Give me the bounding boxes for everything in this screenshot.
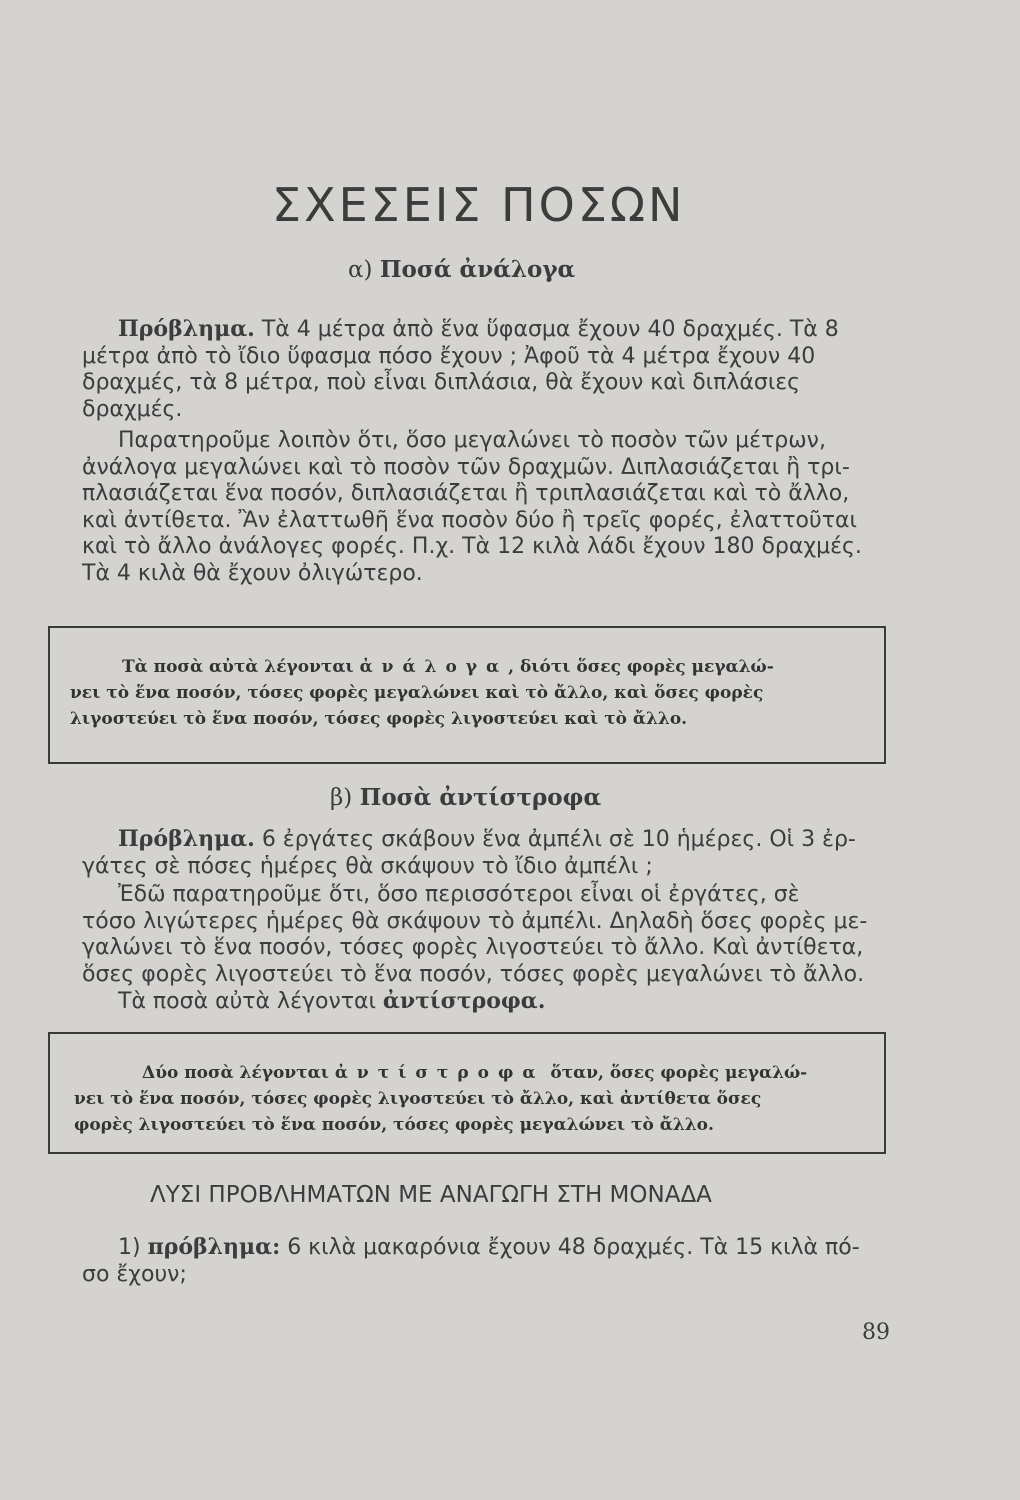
section-a-explanation-line: πλασιάζεται ἕνα ποσόν, διπλασιάζεται ἢ τριπλασιάζεται καὶ τὸ ἄλλο, xyxy=(82,481,850,506)
section-a-explanation-line: Παρατηροῦμε λοιπὸν ὅτι, ὅσο μεγαλώνει τὸ ποσὸν τῶν μέτρων, xyxy=(118,428,826,453)
box-a-text: νει τὸ ἕνα ποσόν, τόσες φορὲς μεγαλώνει καὶ τὸ ἄλλο, καὶ ὅσες φορὲς xyxy=(70,683,764,703)
section-a-explanation-line: ἀνάλογα μεγαλώνει καὶ τὸ ποσὸν τῶν δραχμῶν. Διπλασιάζεται ἢ τρι- xyxy=(82,454,850,480)
definition-box-inverse xyxy=(74,1060,864,1138)
section-b-conclusion-text: Τὰ ποσὰ αὐτὰ λέγονται xyxy=(118,989,376,1014)
definition-box-proportional xyxy=(70,654,870,732)
section-b-conclusion-term: ἀντίστροφα. xyxy=(382,988,546,1014)
section-c-problem-number: 1) xyxy=(118,1235,141,1260)
section-c-heading: ΛΥΣΙ ΠΡΟΒΛΗΜΑΤΩΝ ΜΕ ΑΝΑΓΩΓΗ ΣΤΗ ΜΟΝΑΔΑ xyxy=(150,1182,712,1208)
page-number: 89 xyxy=(862,1320,890,1345)
section-a-problem-label: Πρόβλημα. xyxy=(118,316,255,342)
section-a-problem xyxy=(82,316,888,423)
box-b-left-rule xyxy=(48,1032,50,1154)
section-c-problem-line: 6 κιλὰ μακαρόνια ἔχουν 48 δραχμές. Τὰ 15 κιλὰ πό- xyxy=(287,1235,860,1260)
section-a-explanation-line: καὶ ἀντίθετα. Ἂν ἐλαττωθῆ ἕνα ποσὸν δύο ἢ τρεῖς φορές, ἐλαττοῦται xyxy=(82,507,857,533)
section-c-problem-label: πρόβλημα: xyxy=(147,1234,281,1260)
section-a-problem-line: δραχμές. xyxy=(82,396,183,422)
section-a-title: Ποσά ἀνάλογα xyxy=(379,256,576,283)
box-b-right-rule xyxy=(884,1032,886,1154)
page-title: ΣΧΕΣΕΙΣ ΠΟΣΩΝ xyxy=(272,178,686,232)
section-a-explanation xyxy=(82,428,888,587)
section-a-problem-line: Τὰ 4 μέτρα ἀπὸ ἕνα ὕφασμα ἔχουν 40 δραχμές. Τὰ 8 xyxy=(261,317,839,342)
section-a-prefix: α) xyxy=(348,257,373,283)
section-b-explanation-line: Ἐδῶ παρατηροῦμε ὅτι, ὅσο περισσότεροι εἶναι οἱ ἐργάτες, σὲ xyxy=(118,882,800,907)
section-a-explanation-line: Τὰ 4 κιλὰ θὰ ἔχουν ὀλιγώτερο. xyxy=(82,560,423,586)
section-b-explanation-line: τόσο λιγώτερες ἡμέρες θὰ σκάψουν τὸ ἀμπέλι. Δηλαδὴ ὅσες φορὲς με- xyxy=(82,908,868,934)
section-a-heading xyxy=(348,256,575,283)
section-a-problem-line: δραχμές, τὰ 8 μέτρα, ποὺ εἶναι διπλάσια, θὰ ἔχουν καὶ διπλάσιες xyxy=(82,370,801,395)
section-c-problem-line: σο ἔχουν; xyxy=(82,1261,187,1287)
box-a-text: , διότι ὅσες φορὲς μεγαλώ- xyxy=(508,657,774,677)
box-a-bottom-rule xyxy=(48,762,886,764)
section-a-explanation-line: καὶ τὸ ἄλλο ἀνάλογες φορές. Π.χ. Τὰ 12 κιλὰ λάδι ἔχουν 180 δραχμές. xyxy=(82,534,862,559)
section-b-problem-line: 6 ἐργάτες σκάβουν ἕνα ἀμπέλι σὲ 10 ἡμέρες. Οἱ 3 ἐρ- xyxy=(261,827,856,852)
section-b-prefix: β) xyxy=(330,785,353,811)
box-b-text: νει τὸ ἕνα ποσόν, τόσες φορὲς λιγοστεύει τὸ ἄλλο, καὶ ἀντίθετα ὅσες xyxy=(74,1089,762,1109)
section-b-problem-label: Πρόβλημα. xyxy=(118,826,255,852)
section-b-conclusion xyxy=(118,988,888,1016)
box-b-text: φορὲς λιγοστεύει τὸ ἕνα ποσόν, τόσες φορὲς μεγαλώνει τὸ ἄλλο. xyxy=(74,1115,714,1135)
box-b-text: Δύο ποσὰ λέγονται xyxy=(142,1063,329,1083)
section-b-explanation-line: ὅσες φορὲς λιγοστεύει τὸ ἕνα ποσόν, τόσες φορὲς μεγαλώνει τὸ ἄλλο. xyxy=(82,961,865,987)
box-a-left-rule xyxy=(48,626,50,764)
section-b-heading xyxy=(330,784,601,811)
section-b-title: Ποσὰ ἀντίστροφα xyxy=(359,784,602,811)
box-b-text: ὅταν, ὅσες φορὲς μεγαλώ- xyxy=(550,1063,808,1083)
box-b-bottom-rule xyxy=(48,1152,886,1154)
section-c-problem xyxy=(82,1234,888,1288)
section-b-explanation-line: γαλώνει τὸ ἕνα ποσόν, τόσες φορὲς λιγοστεύει τὸ ἄλλο. Καὶ ἀντίθετα, xyxy=(82,935,864,960)
section-b-explanation xyxy=(82,882,888,988)
box-a-text: λιγοστεύει τὸ ἕνα ποσόν, τόσες φορὲς λιγοστεύει καὶ τὸ ἄλλο. xyxy=(70,709,688,729)
box-b-term: ἀντίστροφα xyxy=(334,1063,545,1083)
section-a-problem-line: μέτρα ἀπὸ τὸ ἴδιο ὕφασμα πόσο ἔχουν ; Ἀφοῦ τὰ 4 μέτρα ἔχουν 40 xyxy=(82,343,816,369)
box-a-right-rule xyxy=(884,626,886,764)
section-b-problem xyxy=(82,826,888,880)
box-a-term: ἀνάλογα xyxy=(359,657,509,677)
box-b-top-rule xyxy=(48,1032,886,1034)
box-a-top-rule xyxy=(48,626,886,628)
box-a-text: Τὰ ποσὰ αὐτὰ λέγονται xyxy=(122,657,354,677)
section-b-problem-line: γάτες σὲ πόσες ἡμέρες θὰ σκάψουν τὸ ἴδιο ἀμπέλι ; xyxy=(82,853,653,879)
